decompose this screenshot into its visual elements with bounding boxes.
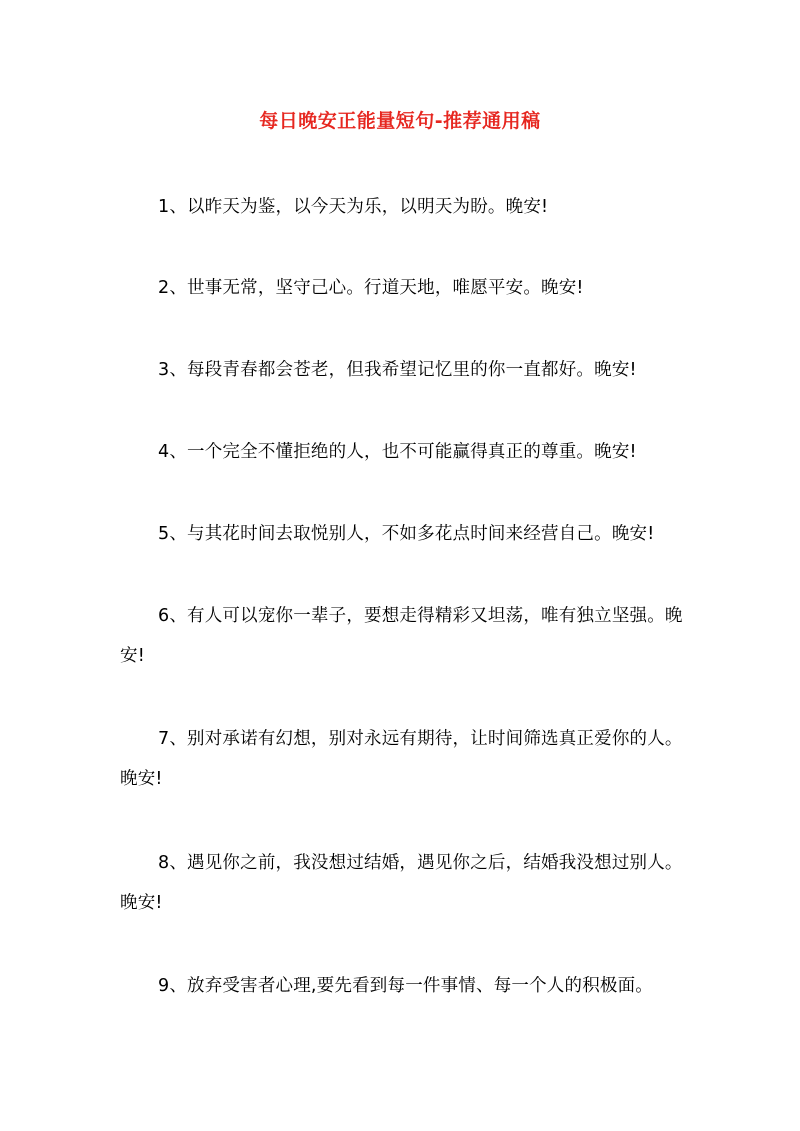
list-item: 8、遇见你之前，我没想过结婚，遇见你之后，结婚我没想过别人。晚安! xyxy=(120,853,683,913)
list-item: 1、以昨天为鉴，以今天为乐，以明天为盼。晚安! xyxy=(158,197,549,217)
list-item: 7、别对承诺有幻想，别对永远有期待，让时间筛选真正爱你的人。晚安! xyxy=(120,729,683,789)
list-item: 5、与其花时间去取悦别人，不如多花点时间来经营自己。晚安! xyxy=(158,524,655,544)
list-item: 6、有人可以宠你一辈子，要想走得精彩又坦荡，唯有独立坚强。晚安! xyxy=(120,606,683,666)
list-item: 4、一个完全不懂拒绝的人，也不可能赢得真正的尊重。晚安! xyxy=(158,442,637,462)
list-item: 3、每段青春都会苍老，但我希望记忆里的你一直都好。晚安! xyxy=(158,360,637,380)
list-item: 9、放弃受害者心理,要先看到每一件事情、每一个人的积极面。 xyxy=(158,976,653,996)
document-title: 每日晚安正能量短句-推荐通用稿 xyxy=(259,110,541,132)
list-item: 2、世事无常，坚守己心。行道天地，唯愿平安。晚安! xyxy=(158,278,584,298)
